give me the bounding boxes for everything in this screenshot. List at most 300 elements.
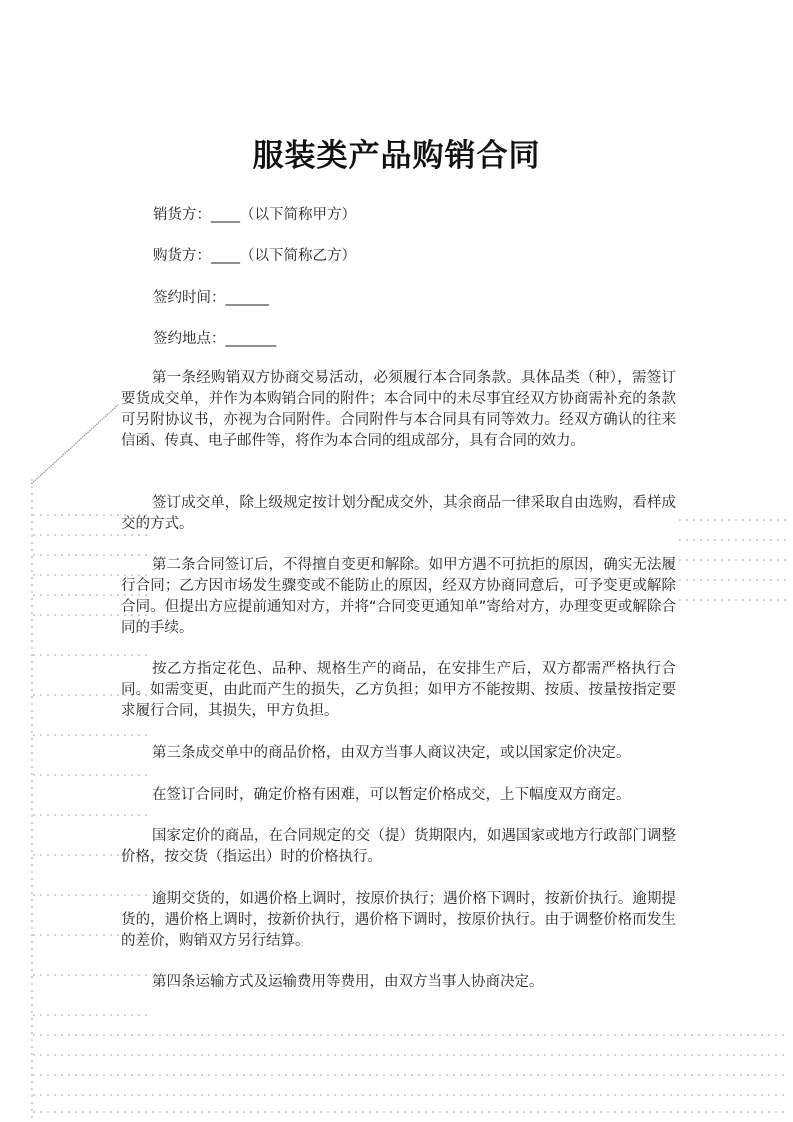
background-dot (89, 534, 91, 536)
background-dot (61, 534, 63, 536)
background-dot (115, 406, 117, 408)
background-dot (509, 1094, 511, 1096)
background-dot (31, 731, 33, 733)
background-dot (628, 1054, 630, 1056)
background-dot (47, 574, 49, 576)
background-dot (89, 1094, 91, 1096)
background-dot (31, 794, 33, 796)
background-dot (131, 1014, 133, 1016)
background-dot (31, 997, 33, 999)
background-dot (31, 738, 33, 740)
background-dot (100, 420, 102, 422)
background-dot (173, 1111, 175, 1113)
background-dot (495, 1054, 497, 1056)
background-dot (96, 1074, 98, 1076)
background-dot (686, 579, 688, 581)
background-dot (467, 1034, 469, 1036)
background-dot (82, 614, 84, 616)
background-dot (40, 574, 42, 576)
background-dot (726, 1054, 728, 1056)
background-dot (33, 774, 35, 776)
background-dot (201, 1034, 203, 1036)
background-dot (663, 1094, 665, 1096)
background-dot (579, 1074, 581, 1076)
background-dot (285, 1054, 287, 1056)
background-dot (31, 815, 33, 817)
background-dot (733, 1074, 735, 1076)
background-dot (31, 570, 33, 572)
background-dot (124, 1094, 126, 1096)
background-dot (61, 854, 63, 856)
background-dot (57, 459, 59, 461)
background-dot (40, 1034, 42, 1036)
background-dot (96, 594, 98, 596)
background-dot (187, 1094, 189, 1096)
background-dot (47, 694, 49, 696)
background-dot (138, 1014, 140, 1016)
background-dot (47, 814, 49, 816)
background-dot (707, 599, 709, 601)
background-dot (194, 1111, 196, 1113)
background-dot (40, 1014, 42, 1016)
paragraph-tentative-price: 在签订合同时，确定价格有困难，可以暂定价格成交，上下幅度双方商定。 (152, 787, 631, 803)
background-dot (40, 854, 42, 856)
background-dot (31, 948, 33, 950)
background-dot (719, 1034, 721, 1036)
background-dot (33, 694, 35, 696)
background-dot (292, 1074, 294, 1076)
background-dot (432, 1111, 434, 1113)
background-dot (208, 1054, 210, 1056)
background-dot (91, 428, 93, 430)
background-dot (33, 1094, 35, 1096)
background-dot (96, 654, 98, 656)
background-dot (383, 1074, 385, 1076)
background-dot (656, 1034, 658, 1036)
background-dot (31, 766, 33, 768)
background-dot (33, 1014, 35, 1016)
background-dot (47, 1014, 49, 1016)
background-dot (474, 1074, 476, 1076)
background-dot (327, 1094, 329, 1096)
background-dot (89, 574, 91, 576)
background-dot (222, 1054, 224, 1056)
background-dot (516, 1034, 518, 1036)
background-dot (31, 661, 33, 663)
background-dot (369, 1094, 371, 1096)
background-dot (686, 559, 688, 561)
background-dot (733, 1094, 735, 1096)
background-dot (516, 1094, 518, 1096)
background-dot (96, 814, 98, 816)
background-dot (31, 500, 33, 502)
background-dot (33, 574, 35, 576)
background-dot (558, 1094, 560, 1096)
background-dot (89, 814, 91, 816)
background-dot (763, 539, 765, 541)
background-dot (292, 1054, 294, 1056)
background-dot (54, 1094, 56, 1096)
background-dot (693, 579, 695, 581)
background-dot (740, 1094, 742, 1096)
background-dot (714, 559, 716, 561)
background-dot (586, 1111, 588, 1113)
background-dot (684, 1074, 686, 1076)
background-dot (474, 1034, 476, 1036)
background-dot (530, 1054, 532, 1056)
background-dot (82, 1074, 84, 1076)
background-dot (82, 734, 84, 736)
background-dot (61, 455, 63, 457)
background-dot (348, 1054, 350, 1056)
background-dot (334, 1074, 336, 1076)
background-dot (481, 1111, 483, 1113)
background-dot (31, 556, 33, 558)
background-dot (103, 974, 105, 976)
background-dot (742, 559, 744, 561)
background-dot (82, 654, 84, 656)
background-dot (593, 1074, 595, 1076)
background-dot (278, 1054, 280, 1056)
background-dot (411, 1074, 413, 1076)
paragraph-order-method: 签订成交单，除上级规定按计划分配成交外，其余商品一律采取自由选购，看样成交的方式。 (121, 495, 676, 532)
background-dot (75, 574, 77, 576)
background-dot (47, 514, 49, 516)
background-dot (96, 734, 98, 736)
background-dot (735, 579, 737, 581)
background-dot (31, 1011, 33, 1013)
background-dot (68, 554, 70, 556)
background-dot (495, 1034, 497, 1036)
background-dot (103, 1014, 105, 1016)
background-dot (70, 447, 72, 449)
background-dot (68, 1014, 70, 1016)
background-dot (131, 1054, 133, 1056)
background-dot (292, 1034, 294, 1036)
background-dot (607, 1034, 609, 1036)
background-dot (714, 599, 716, 601)
background-dot (152, 1074, 154, 1076)
background-dot (404, 1034, 406, 1036)
background-dot (31, 843, 33, 845)
background-dot (770, 539, 772, 541)
background-dot (404, 1111, 406, 1113)
background-dot (579, 1111, 581, 1113)
background-dot (194, 1054, 196, 1056)
background-dot (68, 1034, 70, 1036)
background-dot (31, 878, 33, 880)
background-dot (68, 514, 70, 516)
background-dot (40, 974, 42, 976)
background-dot (103, 894, 105, 896)
background-dot (735, 519, 737, 521)
background-dot (89, 734, 91, 736)
background-dot (334, 1094, 336, 1096)
background-dot (777, 519, 779, 521)
background-dot (180, 1034, 182, 1036)
background-dot (110, 654, 112, 656)
background-dot (33, 534, 35, 536)
background-dot (679, 599, 681, 601)
background-dot (33, 734, 35, 736)
background-dot (31, 969, 33, 971)
background-dot (383, 1094, 385, 1096)
background-dot (31, 808, 33, 810)
background-dot (432, 1034, 434, 1036)
background-dot (369, 1111, 371, 1113)
background-dot (404, 1054, 406, 1056)
background-dot (110, 614, 112, 616)
background-dot (474, 1094, 476, 1096)
background-dot (54, 894, 56, 896)
background-dot (663, 1034, 665, 1036)
background-dot (138, 1054, 140, 1056)
background-dot (103, 934, 105, 936)
background-dot (52, 463, 54, 465)
background-dot (138, 814, 140, 816)
background-dot (425, 1054, 427, 1056)
background-dot (313, 1054, 315, 1056)
background-dot (75, 594, 77, 596)
background-dot (87, 431, 89, 433)
background-dot (735, 599, 737, 601)
background-dot (68, 654, 70, 656)
background-dot (89, 974, 91, 976)
background-dot (565, 1094, 567, 1096)
background-dot (726, 1074, 728, 1076)
background-dot (313, 1111, 315, 1113)
background-dot (131, 1034, 133, 1036)
background-dot (770, 579, 772, 581)
background-dot (782, 1034, 784, 1036)
background-dot (649, 1034, 651, 1036)
background-dot (586, 1054, 588, 1056)
background-dot (75, 814, 77, 816)
background-dot (82, 1094, 84, 1096)
background-dot (474, 1054, 476, 1056)
background-dot (721, 559, 723, 561)
background-dot (173, 1094, 175, 1096)
background-dot (740, 1074, 742, 1076)
background-dot (285, 1111, 287, 1113)
background-dot (110, 1094, 112, 1096)
background-dot (698, 1074, 700, 1076)
background-dot (31, 899, 33, 901)
background-dot (31, 773, 33, 775)
background-dot (82, 514, 84, 516)
background-dot (684, 1094, 686, 1096)
background-dot (390, 1074, 392, 1076)
background-dot (586, 1074, 588, 1076)
background-dot (96, 934, 98, 936)
background-dot (61, 594, 63, 596)
buyer-line: 购货方：____（以下简称乙方） (153, 248, 356, 264)
background-dot (117, 774, 119, 776)
background-dot (110, 514, 112, 516)
background-dot (31, 759, 33, 761)
background-dot (31, 829, 33, 831)
background-dot (124, 774, 126, 776)
background-dot (63, 454, 65, 456)
background-dot (756, 559, 758, 561)
background-dot (61, 554, 63, 556)
background-dot (110, 774, 112, 776)
background-dot (31, 787, 33, 789)
background-dot (138, 1111, 140, 1113)
background-dot (82, 854, 84, 856)
background-dot (54, 462, 56, 464)
background-dot (173, 1034, 175, 1036)
background-dot (47, 1094, 49, 1096)
background-dot (742, 599, 744, 601)
background-dot (292, 1111, 294, 1113)
background-dot (663, 1111, 665, 1113)
background-dot (635, 1074, 637, 1076)
background-dot (705, 1074, 707, 1076)
background-dot (495, 1111, 497, 1113)
background-dot (763, 519, 765, 521)
background-dot (376, 1074, 378, 1076)
background-dot (768, 1111, 770, 1113)
background-dot (110, 534, 112, 536)
background-dot (320, 1074, 322, 1076)
background-dot (89, 514, 91, 516)
background-dot (698, 1054, 700, 1056)
background-dot (159, 1094, 161, 1096)
background-dot (488, 1034, 490, 1036)
background-dot (600, 1111, 602, 1113)
background-dot (411, 1034, 413, 1036)
background-dot (446, 1034, 448, 1036)
background-dot (138, 1094, 140, 1096)
background-dot (31, 927, 33, 929)
background-dot (740, 1111, 742, 1113)
background-dot (481, 1054, 483, 1056)
background-dot (117, 534, 119, 536)
background-dot (607, 1074, 609, 1076)
background-dot (40, 594, 42, 596)
background-dot (54, 654, 56, 656)
background-dot (726, 1094, 728, 1096)
background-dot (600, 1074, 602, 1076)
background-dot (747, 1054, 749, 1056)
sign-place-line: 签约地点：_______ (153, 331, 277, 347)
background-dot (31, 1060, 33, 1062)
background-dot (47, 854, 49, 856)
background-dot (166, 1034, 168, 1036)
background-dot (75, 1054, 77, 1056)
background-dot (31, 934, 33, 936)
background-dot (628, 1094, 630, 1096)
background-dot (117, 574, 119, 576)
background-dot (460, 1111, 462, 1113)
background-dot (50, 465, 52, 467)
background-dot (754, 1034, 756, 1036)
background-dot (145, 654, 147, 656)
background-dot (117, 514, 119, 516)
background-dot (33, 1054, 35, 1056)
background-dot (40, 694, 42, 696)
background-dot (320, 1034, 322, 1036)
background-dot (117, 1054, 119, 1056)
background-dot (103, 1054, 105, 1056)
background-dot (600, 1054, 602, 1056)
background-dot (222, 1034, 224, 1036)
background-dot (33, 934, 35, 936)
background-dot (700, 579, 702, 581)
background-dot (75, 1094, 77, 1096)
background-dot (61, 654, 63, 656)
background-dot (31, 633, 33, 635)
background-dot (75, 1111, 77, 1113)
background-dot (96, 423, 98, 425)
background-dot (222, 1111, 224, 1113)
background-dot (93, 427, 95, 429)
background-dot (642, 1111, 644, 1113)
background-dot (264, 1034, 266, 1036)
background-dot (278, 1074, 280, 1076)
background-dot (75, 854, 77, 856)
background-dot (614, 1034, 616, 1036)
background-dot (782, 1054, 784, 1056)
background-dot (68, 1074, 70, 1076)
background-dot (101, 419, 103, 421)
background-dot (229, 1074, 231, 1076)
background-dot (376, 1034, 378, 1036)
background-dot (96, 1054, 98, 1056)
background-dot (509, 1054, 511, 1056)
background-dot (712, 1094, 714, 1096)
background-dot (215, 1094, 217, 1096)
background-dot (670, 1034, 672, 1036)
background-dot (341, 1094, 343, 1096)
background-dot (54, 514, 56, 516)
background-dot (215, 1034, 217, 1036)
background-dot (31, 483, 33, 485)
background-dot (544, 1074, 546, 1076)
background-dot (502, 1034, 504, 1036)
background-dot (390, 1034, 392, 1036)
background-dot (61, 1054, 63, 1056)
background-dot (439, 1111, 441, 1113)
background-dot (54, 974, 56, 976)
background-dot (82, 934, 84, 936)
background-dot (728, 559, 730, 561)
background-dot (31, 598, 33, 600)
background-dot (75, 734, 77, 736)
background-dot (777, 579, 779, 581)
background-dot (768, 1034, 770, 1036)
background-dot (523, 1094, 525, 1096)
background-dot (35, 479, 37, 481)
background-dot (777, 539, 779, 541)
background-dot (341, 1034, 343, 1036)
background-dot (86, 433, 88, 435)
background-dot (432, 1054, 434, 1056)
document-title: 服装类产品购销合同 (252, 138, 541, 174)
background-dot (558, 1034, 560, 1036)
background-dot (117, 614, 119, 616)
background-dot (68, 449, 70, 451)
background-dot (306, 1054, 308, 1056)
background-dot (481, 1074, 483, 1076)
background-dot (229, 1111, 231, 1113)
background-dot (579, 1034, 581, 1036)
background-dot (670, 1074, 672, 1076)
background-dot (453, 1054, 455, 1056)
background-dot (756, 599, 758, 601)
background-dot (110, 554, 112, 556)
